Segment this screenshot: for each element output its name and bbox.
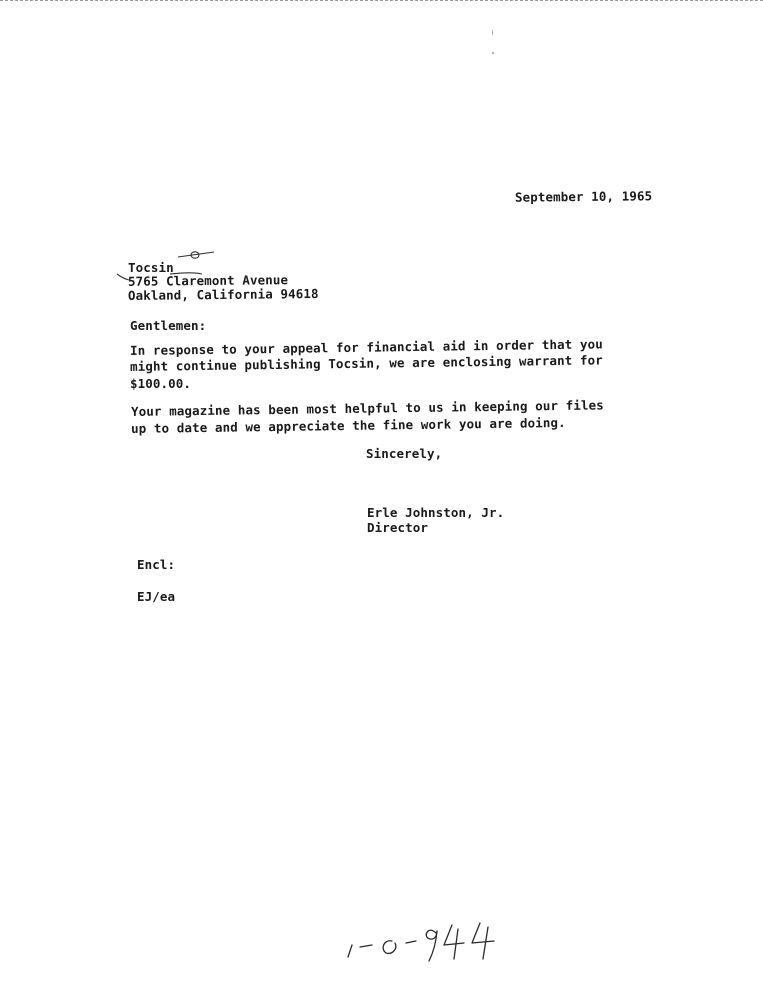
reference-initials: EJ/ea [137, 589, 176, 604]
letter-date: September 10, 1965 [514, 188, 653, 205]
body-line: $100.00. [130, 376, 192, 391]
recipient-city: Oakland, California 94618 [127, 286, 319, 303]
scan-speck [492, 30, 493, 35]
scan-speck [492, 52, 494, 54]
body-line: In response to your appeal for financial aid in order that you [130, 336, 603, 358]
page-top-edge [0, 0, 763, 1]
recipient-street: 5765 Claremont Avenue [127, 272, 289, 289]
handwritten-file-number [340, 915, 510, 967]
signer-title: Director [367, 520, 429, 535]
body-line: up to date and we appreciate the fine work you are doing. [131, 414, 566, 436]
enclosure-note: Encl: [137, 557, 176, 572]
body-line: Your magazine has been most helpful to us in keeping our files [131, 397, 604, 419]
recipient-name: Tocsin [128, 260, 174, 275]
closing: Sincerely, [366, 446, 443, 461]
salutation: Gentlemen: [130, 318, 207, 333]
signer-name: Erle Johnston, Jr. [367, 505, 505, 520]
body-line: might continue publishing Tocsin, we are enclosing warrant for [130, 352, 603, 374]
